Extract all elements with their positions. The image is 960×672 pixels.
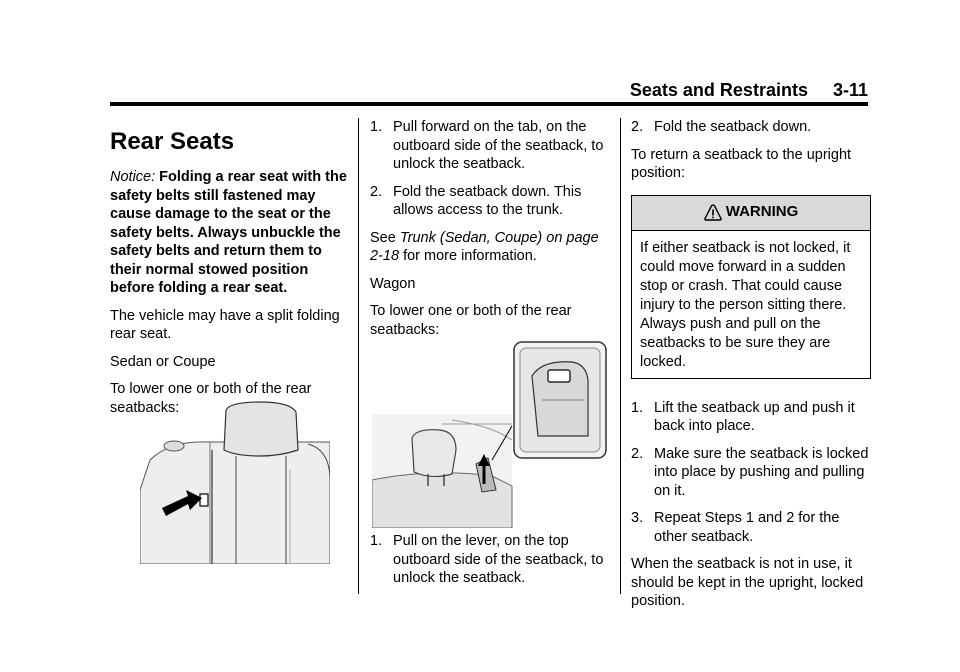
step [631,445,871,501]
step-number: 1. [370,119,383,135]
paragraph: The vehicle may have a split folding rear seat. [110,307,340,342]
paragraph: To return a seatback to the upright position: [631,146,852,181]
column-3 [631,118,871,620]
paragraph: To lower one or both of the rear seatbacks: [110,381,312,416]
step-number: 1. [370,533,383,549]
warning-icon [704,204,722,222]
step-text: Lift the seatback up and push it back into place. [654,399,855,434]
see-reference-link[interactable]: Trunk (Sedan, Coupe) on page 2-18 [370,229,599,264]
see-prefix: See [370,229,396,246]
step-text: Fold the seatback down. This allows access to the trunk. [393,183,582,218]
subheading-wagon: Wagon [370,275,416,292]
warning-text: If either seatback is not locked, it could move forward in a sudden stop or crash. That could cause injury to the person sitting there. Always push and pull on the seatbacks to be sure they are locked. [640,239,851,370]
header-rule [110,102,868,106]
warning-title: WARNING [725,203,799,221]
step-number: 1. [631,399,644,416]
step-number: 2. [631,445,644,462]
column-1 [110,118,350,426]
step-number: 2. [631,119,644,135]
step-number: 2. [370,183,383,200]
notice-label: Notice: [110,169,156,185]
warning-box [631,195,871,379]
step-text: Make sure the seatback is locked into place by pushing and pulling on it. [654,445,869,499]
step-number: 3. [631,510,644,526]
paragraph: To lower one or both of the rear seatbacks: [370,303,572,338]
seatback-tab-illustration [140,400,330,564]
step [370,532,608,588]
section-heading: Rear Seats [110,128,235,155]
step [631,118,871,137]
notice [110,168,350,298]
paragraph: When the seatback is not in use, it should be kept in the upright, locked position. [631,556,864,609]
warning-header [632,196,870,231]
cross-reference [370,229,608,266]
column-divider [620,118,621,594]
see-suffix: for more information. [403,248,537,264]
step-text: Fold the seatback down. [654,119,812,135]
subheading-sedan: Sedan or Coupe [110,353,216,370]
step-text: Repeat Steps 1 and 2 for the other seatback. [654,510,840,545]
step [631,399,871,436]
page-header-title: Seats and Restraints 3-11 [629,80,868,100]
step-text: Pull forward on the tab, on the outboard side of the seatback, to unlock the seatback. [393,119,604,172]
step [370,183,608,220]
step-text: Pull on the lever, on the top outboard side of the seatback, to unlock the seatback. [393,533,604,586]
step [370,118,608,174]
column-divider [358,118,359,594]
step [631,509,871,546]
notice-text: Folding a rear seat with the safety belts still fastened may cause damage to the seat or the safety belts. Always unbuckle the safety belts and return them to their normal stowed position before folding a rear seat. [110,169,347,296]
wagon-lever-illustration [372,340,608,528]
